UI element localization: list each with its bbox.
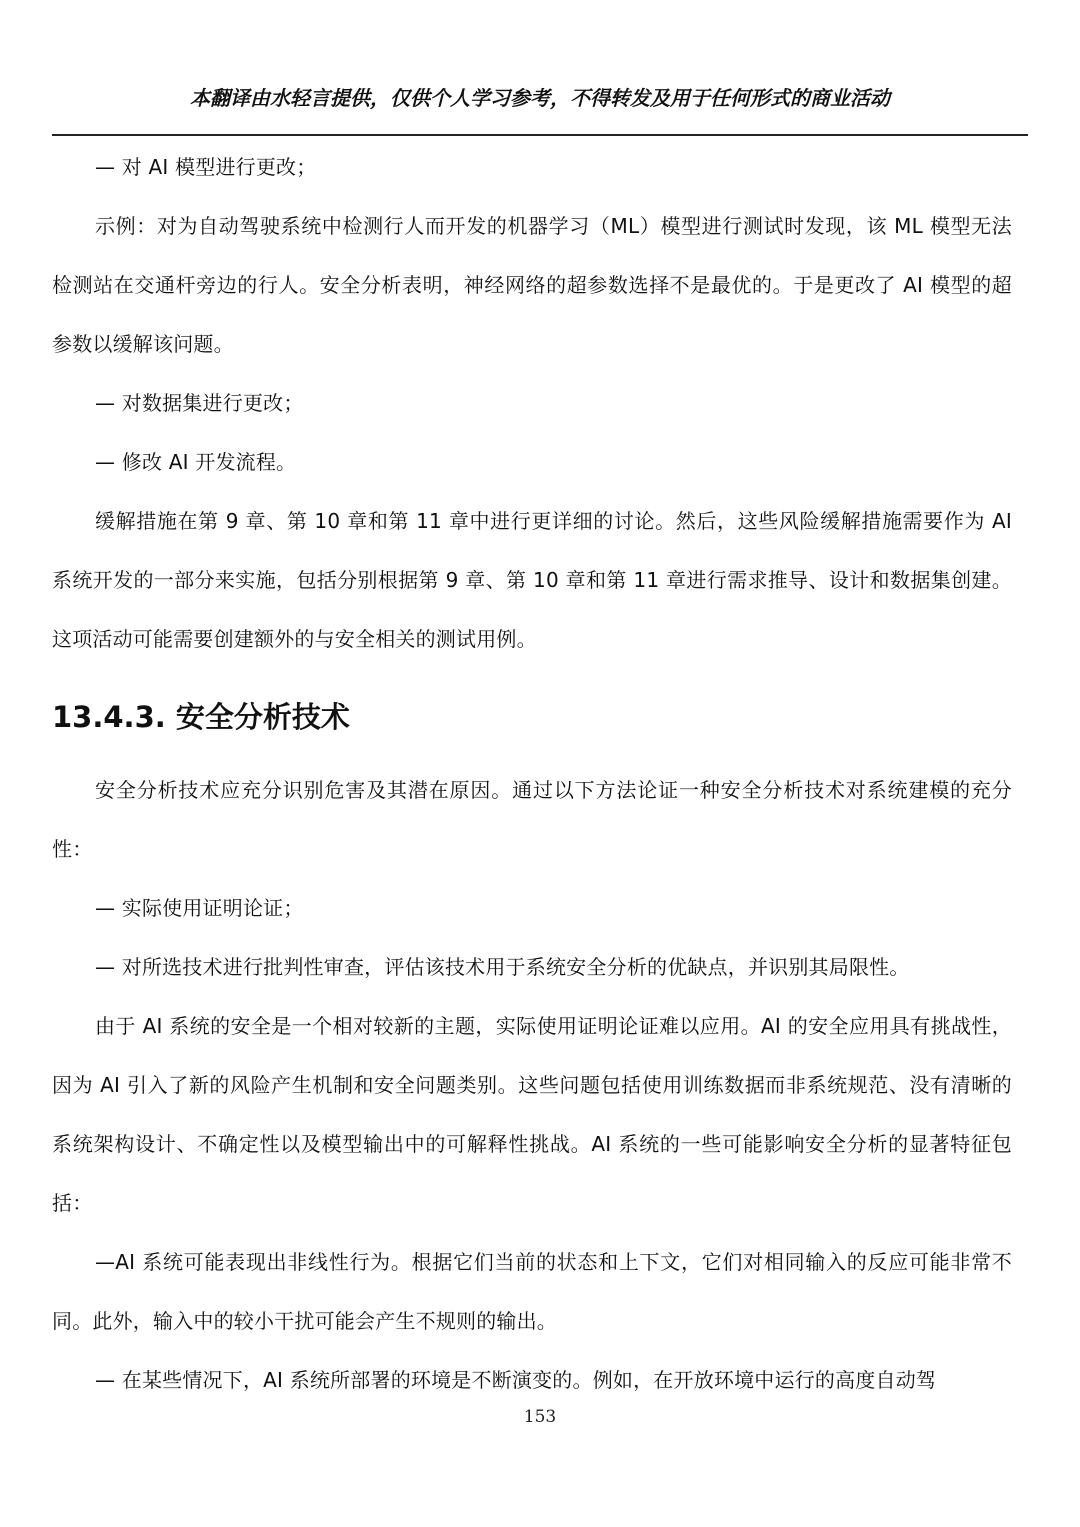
page-number: 153	[523, 1407, 557, 1427]
bullet-item: — 对所选技术进行批判性审查，评估该技术用于系统安全分析的优缺点，并识别其局限性。	[95, 955, 910, 979]
bullet-item: — 对数据集进行更改；	[95, 391, 304, 415]
body-paragraph: 安全分析技术应充分识别危害及其潜在原因。通过以下方法论证一种安全分析技术对系统建模的充分性：	[52, 778, 1012, 861]
body-paragraph: 由于 AI 系统的安全是一个相对较新的主题，实际使用证明论证难以应用。AI 的安全应用具有挑战性，因为 AI 引入了新的风险产生机制和安全问题类别。这些问题包括使用训练数据而非系统规范、没有清晰的系统架构设计、不确定性以及模型输出中的可解释性挑战。AI 系统的一些可能影响安全分析的显著特征包括：	[52, 1014, 1012, 1215]
header-divider	[52, 134, 1028, 136]
section-heading: 13.4.3. 安全分析技术	[52, 700, 350, 734]
page-header: 本翻译由水轻言提供，仅供个人学习参考，不得转发及用于任何形式的商业活动	[190, 86, 890, 110]
body-paragraph: 缓解措施在第 9 章、第 10 章和第 11 章中进行更详细的讨论。然后，这些风险缓解措施需要作为 AI 系统开发的一部分来实施，包括分别根据第 9 章、第 10 章和第 11 章进行需求推导、设计和数据集创建。这项活动可能需要创建额外的与安全相关的测试用例。	[52, 509, 1012, 651]
bullet-item: — 对 AI 模型进行更改；	[95, 155, 317, 179]
bullet-item: —AI 系统可能表现出非线性行为。根据它们当前的状态和上下文，它们对相同输入的反应可能非常不同。此外，输入中的较小干扰可能会产生不规则的输出。	[52, 1250, 1012, 1333]
bullet-item: — 修改 AI 开发流程。	[95, 450, 297, 474]
example-paragraph: 示例：对为自动驾驶系统中检测行人而开发的机器学习（ML）模型进行测试时发现，该 ML 模型无法检测站在交通杆旁边的行人。安全分析表明，神经网络的超参数选择不是最优的。于是更改了 AI 模型的超参数以缓解该问题。	[52, 214, 1012, 356]
page-body	[52, 138, 1012, 1410]
bullet-item: — 实际使用证明论证；	[95, 896, 304, 920]
bullet-item: — 在某些情况下，AI 系统所部署的环境是不断演变的。例如，在开放环境中运行的高度自动驾	[95, 1368, 937, 1392]
